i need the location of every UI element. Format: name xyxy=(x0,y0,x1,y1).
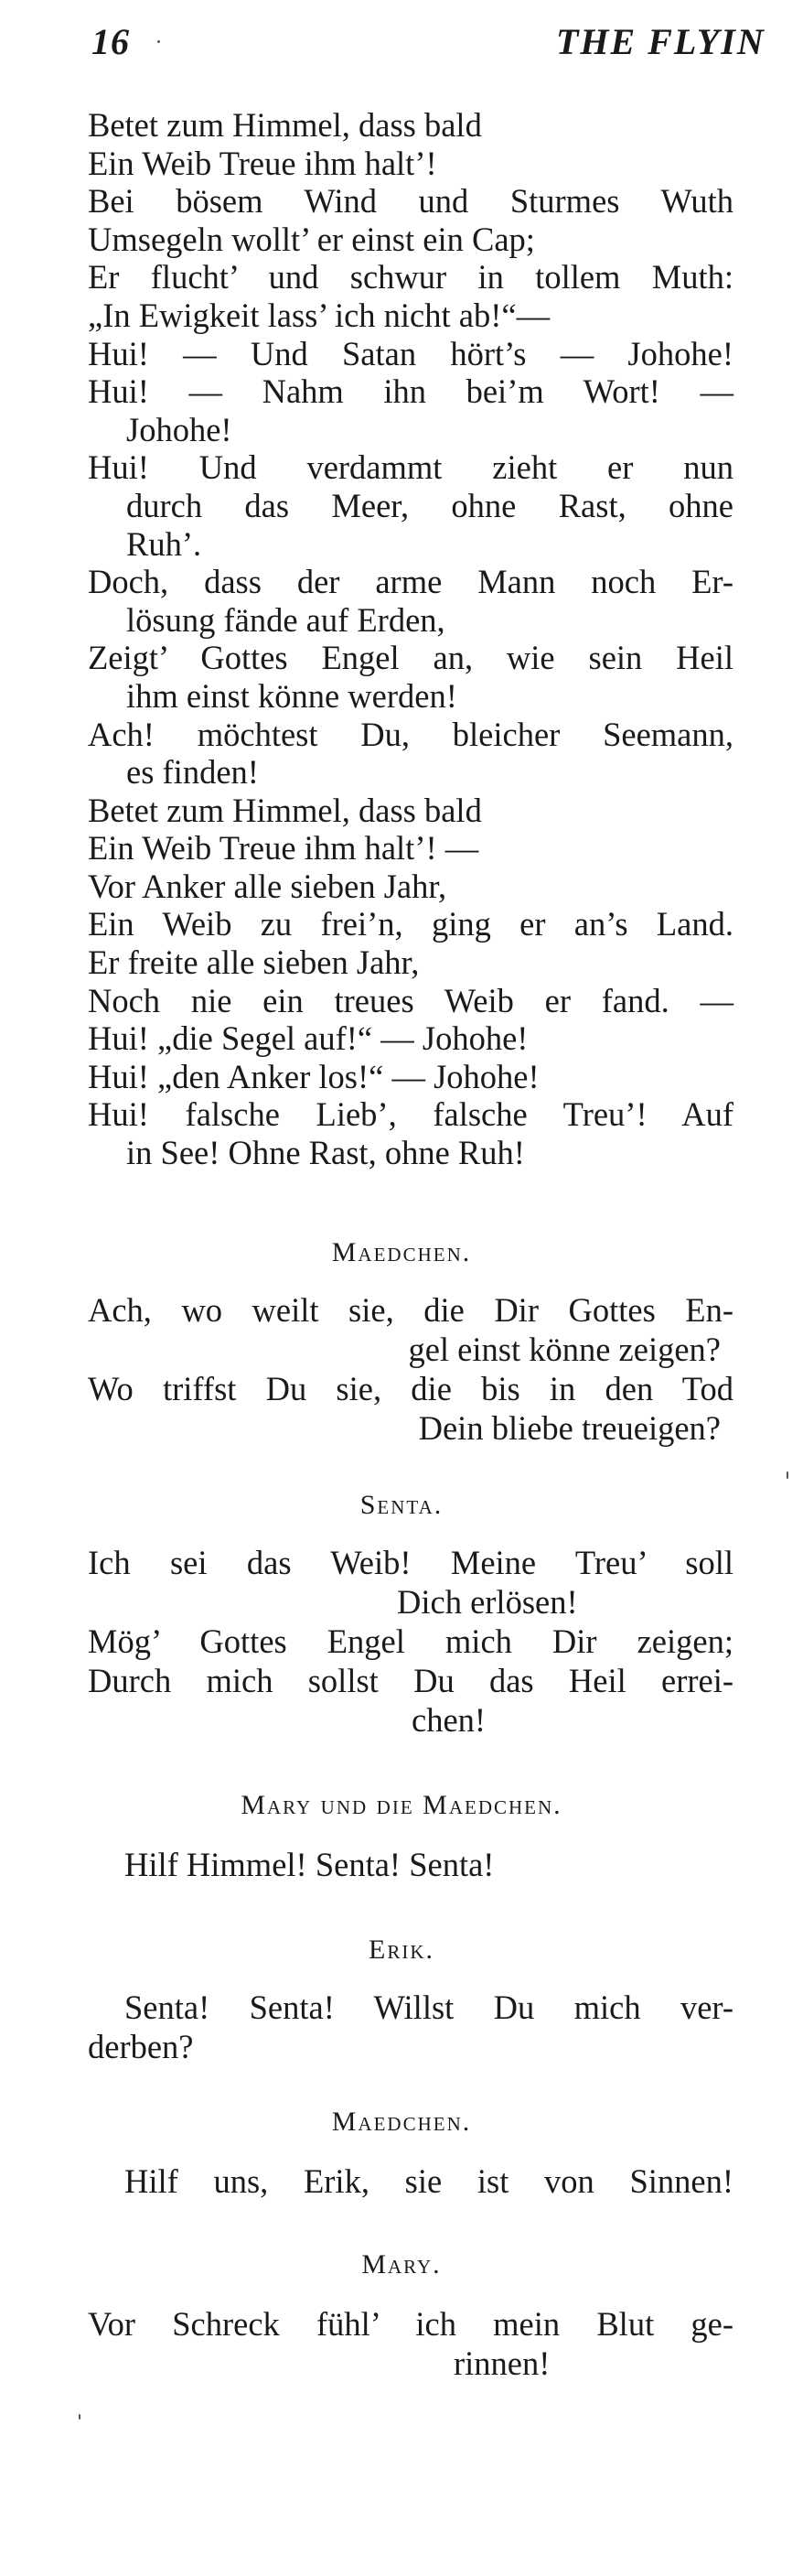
verse-line: Noch nie ein treues Weib er fand. — xyxy=(88,981,733,1019)
verse-line: Umsegeln wollt’ er einst ein Cap; xyxy=(88,220,535,258)
print-speck xyxy=(787,1471,788,1479)
verse-line: ihm einst könne werden! xyxy=(126,676,457,715)
page-header xyxy=(91,20,803,75)
verse-line: Ein Weib Treue ihm halt’! — xyxy=(88,829,479,868)
speech-line: Mög’ Gottes Engel mich Dir zeigen; xyxy=(88,1622,733,1660)
mary-lines xyxy=(88,2304,733,2383)
speech-line: Wo triffst Du sie, die bis in den Tod xyxy=(88,1370,733,1407)
page-number: 16 xyxy=(91,21,130,62)
running-title: THE FLYIN xyxy=(556,21,766,62)
speech-line: Senta! Senta! Willst Du mich ver- xyxy=(124,1989,733,2026)
verse-line: Ach! möchtest Du, bleicher Seemann, xyxy=(88,715,733,753)
senta-lines xyxy=(88,1543,733,1740)
speech-line: chen! xyxy=(412,1701,487,1739)
verse-line: Er flucht’ und schwur in tollem Muth: xyxy=(88,258,733,296)
verse-line: Hui! — Und Satan hört’s — Johohe! xyxy=(88,334,733,372)
verse-line: „In Ewigkeit lass’ ich nicht ab!“— xyxy=(88,296,551,334)
verse-line: Bei bösem Wind und Sturmes Wuth xyxy=(88,182,733,221)
speech-line: derben? xyxy=(88,2028,194,2065)
speech-line: gel einst könne zeigen? xyxy=(408,1331,721,1368)
speech-line: Ach, wo weilt sie, die Dir Gottes En- xyxy=(88,1291,733,1329)
verse-line: Hui! falsche Lieb’, falsche Treu’! Auf xyxy=(88,1095,733,1134)
verse-line: Ruh’. xyxy=(126,524,202,563)
speech-line: Dich erlösen! xyxy=(397,1583,578,1621)
maedchen-lines xyxy=(88,1290,733,1448)
speaker-heading-mary-und-die-maedchen: Mary und die Maedchen. xyxy=(241,1790,562,1820)
verse-line: Hui! Und verdammt zieht er nun xyxy=(88,448,733,487)
verse-line: Betet zum Himmel, dass bald xyxy=(88,791,482,829)
verse-line: Er freite alle sieben Jahr, xyxy=(88,943,420,982)
speech-line: Ich sei das Weib! Meine Treu’ soll xyxy=(88,1544,733,1581)
speech-line: Hilf uns, Erik, sie ist von Sinnen! xyxy=(124,2162,733,2200)
erik-lines xyxy=(88,1988,733,2066)
verse-line: Betet zum Himmel, dass bald xyxy=(88,106,482,144)
verse-line: Zeigt’ Gottes Engel an, wie sein Heil xyxy=(88,639,733,677)
verse-line: Johohe! xyxy=(126,410,232,448)
verse-line: Hui! „die Segel auf!“ — Johohe! xyxy=(88,1019,529,1058)
verse-line: durch das Meer, ohne Rast, ohne xyxy=(126,486,733,524)
verse-line: Vor Anker alle sieben Jahr, xyxy=(88,867,447,905)
maedchen-2-lines xyxy=(88,2161,733,2201)
verse-line: Ein Weib Treue ihm halt’! xyxy=(88,144,437,182)
verse-line: Ein Weib zu frei’n, ging er an’s Land. xyxy=(88,905,733,943)
speaker-heading-senta: Senta. xyxy=(359,1490,444,1520)
ballad-verse xyxy=(88,106,733,1172)
verse-line: Hui! — Nahm ihn bei’m Wort! — xyxy=(88,372,733,411)
print-speck xyxy=(79,2414,80,2420)
mary-und-die-maedchen-lines xyxy=(88,1845,733,1884)
speaker-heading-maedchen-2: Maedchen. xyxy=(331,2107,472,2137)
speech-line: Hilf Himmel! Senta! Senta! xyxy=(124,1846,495,1883)
verse-line: Doch, dass der arme Mann noch Er- xyxy=(88,563,733,601)
print-speck xyxy=(157,40,160,43)
speech-line: rinnen! xyxy=(454,2344,551,2382)
verse-line: Hui! „den Anker los!“ — Johohe! xyxy=(88,1057,540,1095)
verse-line: lösung fände auf Erden, xyxy=(126,600,445,639)
speaker-heading-maedchen: Maedchen. xyxy=(331,1237,472,1267)
verse-line: in See! Ohne Rast, ohne Ruh! xyxy=(126,1134,525,1172)
speech-line: Vor Schreck fühl’ ich mein Blut ge- xyxy=(88,2305,733,2343)
verse-line: es finden! xyxy=(126,753,259,792)
speaker-heading-erik: Erik. xyxy=(369,1935,434,1965)
speech-line: Dein bliebe treueigen? xyxy=(418,1409,721,1447)
speaker-heading-mary: Mary. xyxy=(361,2249,442,2280)
speech-line: Durch mich sollst Du das Heil errei- xyxy=(88,1662,733,1699)
